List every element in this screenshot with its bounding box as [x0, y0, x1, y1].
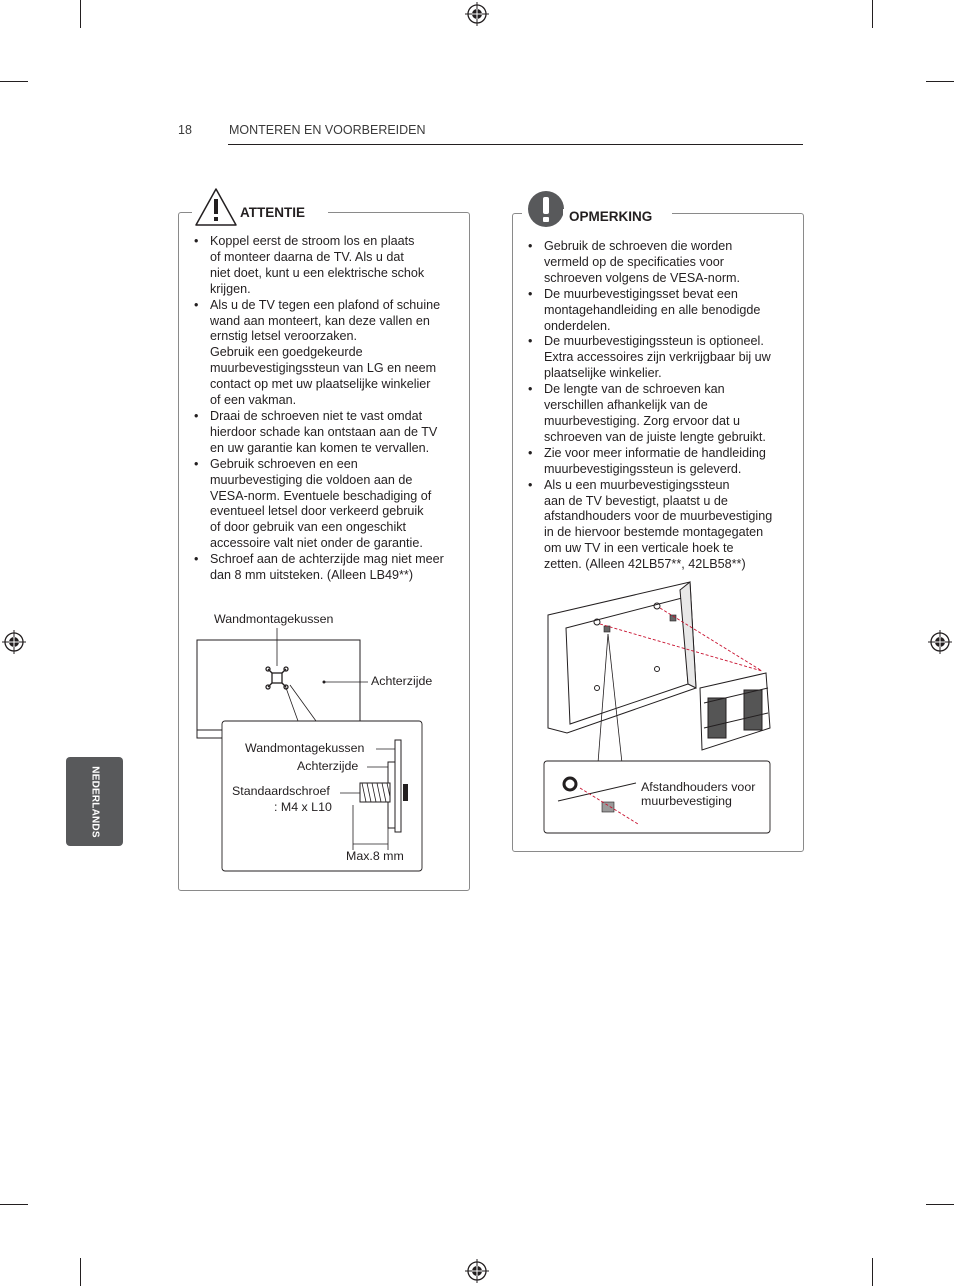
page-number: 18	[178, 123, 192, 137]
crop-mark	[80, 0, 81, 28]
crop-mark	[80, 1258, 81, 1286]
registration-mark-icon	[928, 630, 952, 654]
tv-back-icon	[548, 582, 696, 733]
registration-mark-icon	[2, 630, 26, 654]
wall-mount-screw-diagram	[190, 600, 460, 880]
language-tab	[66, 757, 123, 846]
warning-triangle-icon	[194, 187, 238, 227]
wall-bracket-icon	[700, 673, 770, 750]
attentie-list	[194, 234, 459, 584]
attentie-bullet-item: • Koppel eerst de stroom los en plaats of monteer daarna de TV. Als u dat niet doet, kunt u een elektrische schok krijgen.	[194, 234, 459, 298]
crop-mark	[926, 81, 954, 82]
registration-mark-icon	[465, 1259, 489, 1283]
label-spacers: Afstandhouders voor muurbevestiging	[641, 780, 756, 808]
registration-mark-icon	[465, 2, 489, 26]
opmerking-bullet-item: • De muurbevestigingssteun is optioneel. Extra accessoires zijn verkrijgbaar bij uw plaatselijke winkelier.	[528, 334, 793, 382]
label-back-side: Achterzijde	[371, 674, 433, 688]
language-tab-label: NEDERLANDS	[89, 765, 100, 838]
label-wall-pad-inset: Wandmontagekussen	[245, 741, 365, 755]
label-max-8mm: Max.8 mm	[346, 849, 404, 863]
note-exclamation-icon	[527, 190, 565, 228]
crop-mark	[0, 81, 28, 82]
opmerking-bullet-item: • Gebruik de schroeven die worden vermeld op de specificaties voor schroeven volgens de VESA-norm.	[528, 239, 793, 287]
label-back-side-inset: Achterzijde	[297, 759, 359, 773]
opmerking-bullet-item: • De lengte van de schroeven kan verschillen afhankelijk van de muurbevestiging. Zorg ervoor dat u schroeven van de juiste lengte gebruikt.	[528, 382, 793, 446]
label-screw: Standaardschroef	[232, 784, 330, 798]
crop-mark	[0, 1204, 28, 1205]
opmerking-bullet-item: • De muurbevestigingsset bevat een montagehandleiding en alle benodigde onderdelen.	[528, 287, 793, 335]
crop-mark	[926, 1204, 954, 1205]
header-divider	[228, 144, 803, 145]
opmerking-bullet-item: • Als u een muurbevestigingssteun aan de TV bevestigt, plaatst u de afstandhouders voor de muurbevestiging in de hiervoor bestemde montagegaten om uw TV in een verticale hoek te zetten. (Alleen 42LB57**, 42LB58**)	[528, 478, 793, 573]
attentie-title: ATTENTIE	[234, 205, 311, 220]
crop-mark	[872, 0, 873, 28]
attentie-bullet-item: • Gebruik schroeven en een muurbevestiging die voldoen aan de VESA-norm. Eventuele beschadiging of eventueel letsel door verkeerd gebruik of door gebruik van een ongeschikt accessoire valt niet onder de garantie.	[194, 457, 459, 552]
opmerking-bullet-item: • Zie voor meer informatie de handleiding muurbevestigingssteun is geleverd.	[528, 446, 793, 478]
section-title: MONTEREN EN VOORBEREIDEN	[229, 123, 426, 137]
opmerking-list	[528, 239, 793, 573]
attentie-bullet-item: • Als u de TV tegen een plafond of schuine wand aan monteert, kan deze vallen en ernstig letsel veroorzaken. Gebruik een goedgekeurde muurbevestigingssteun van LG en neem contact op met uw plaatselijke winkelier of een vakman.	[194, 298, 459, 409]
label-wall-pad-top: Wandmontagekussen	[214, 612, 334, 626]
crop-mark	[872, 1258, 873, 1286]
label-screw-spec: : M4 x L10	[274, 800, 332, 814]
opmerking-title: OPMERKING	[563, 209, 658, 224]
attentie-bullet-item: • Schroef aan de achterzijde mag niet meer dan 8 mm uitsteken. (Alleen LB49**)	[194, 552, 459, 584]
attentie-bullet-item: • Draai de schroeven niet te vast omdat hierdoor schade kan ontstaan aan de TV en uw garantie kan komen te vervallen.	[194, 409, 459, 457]
